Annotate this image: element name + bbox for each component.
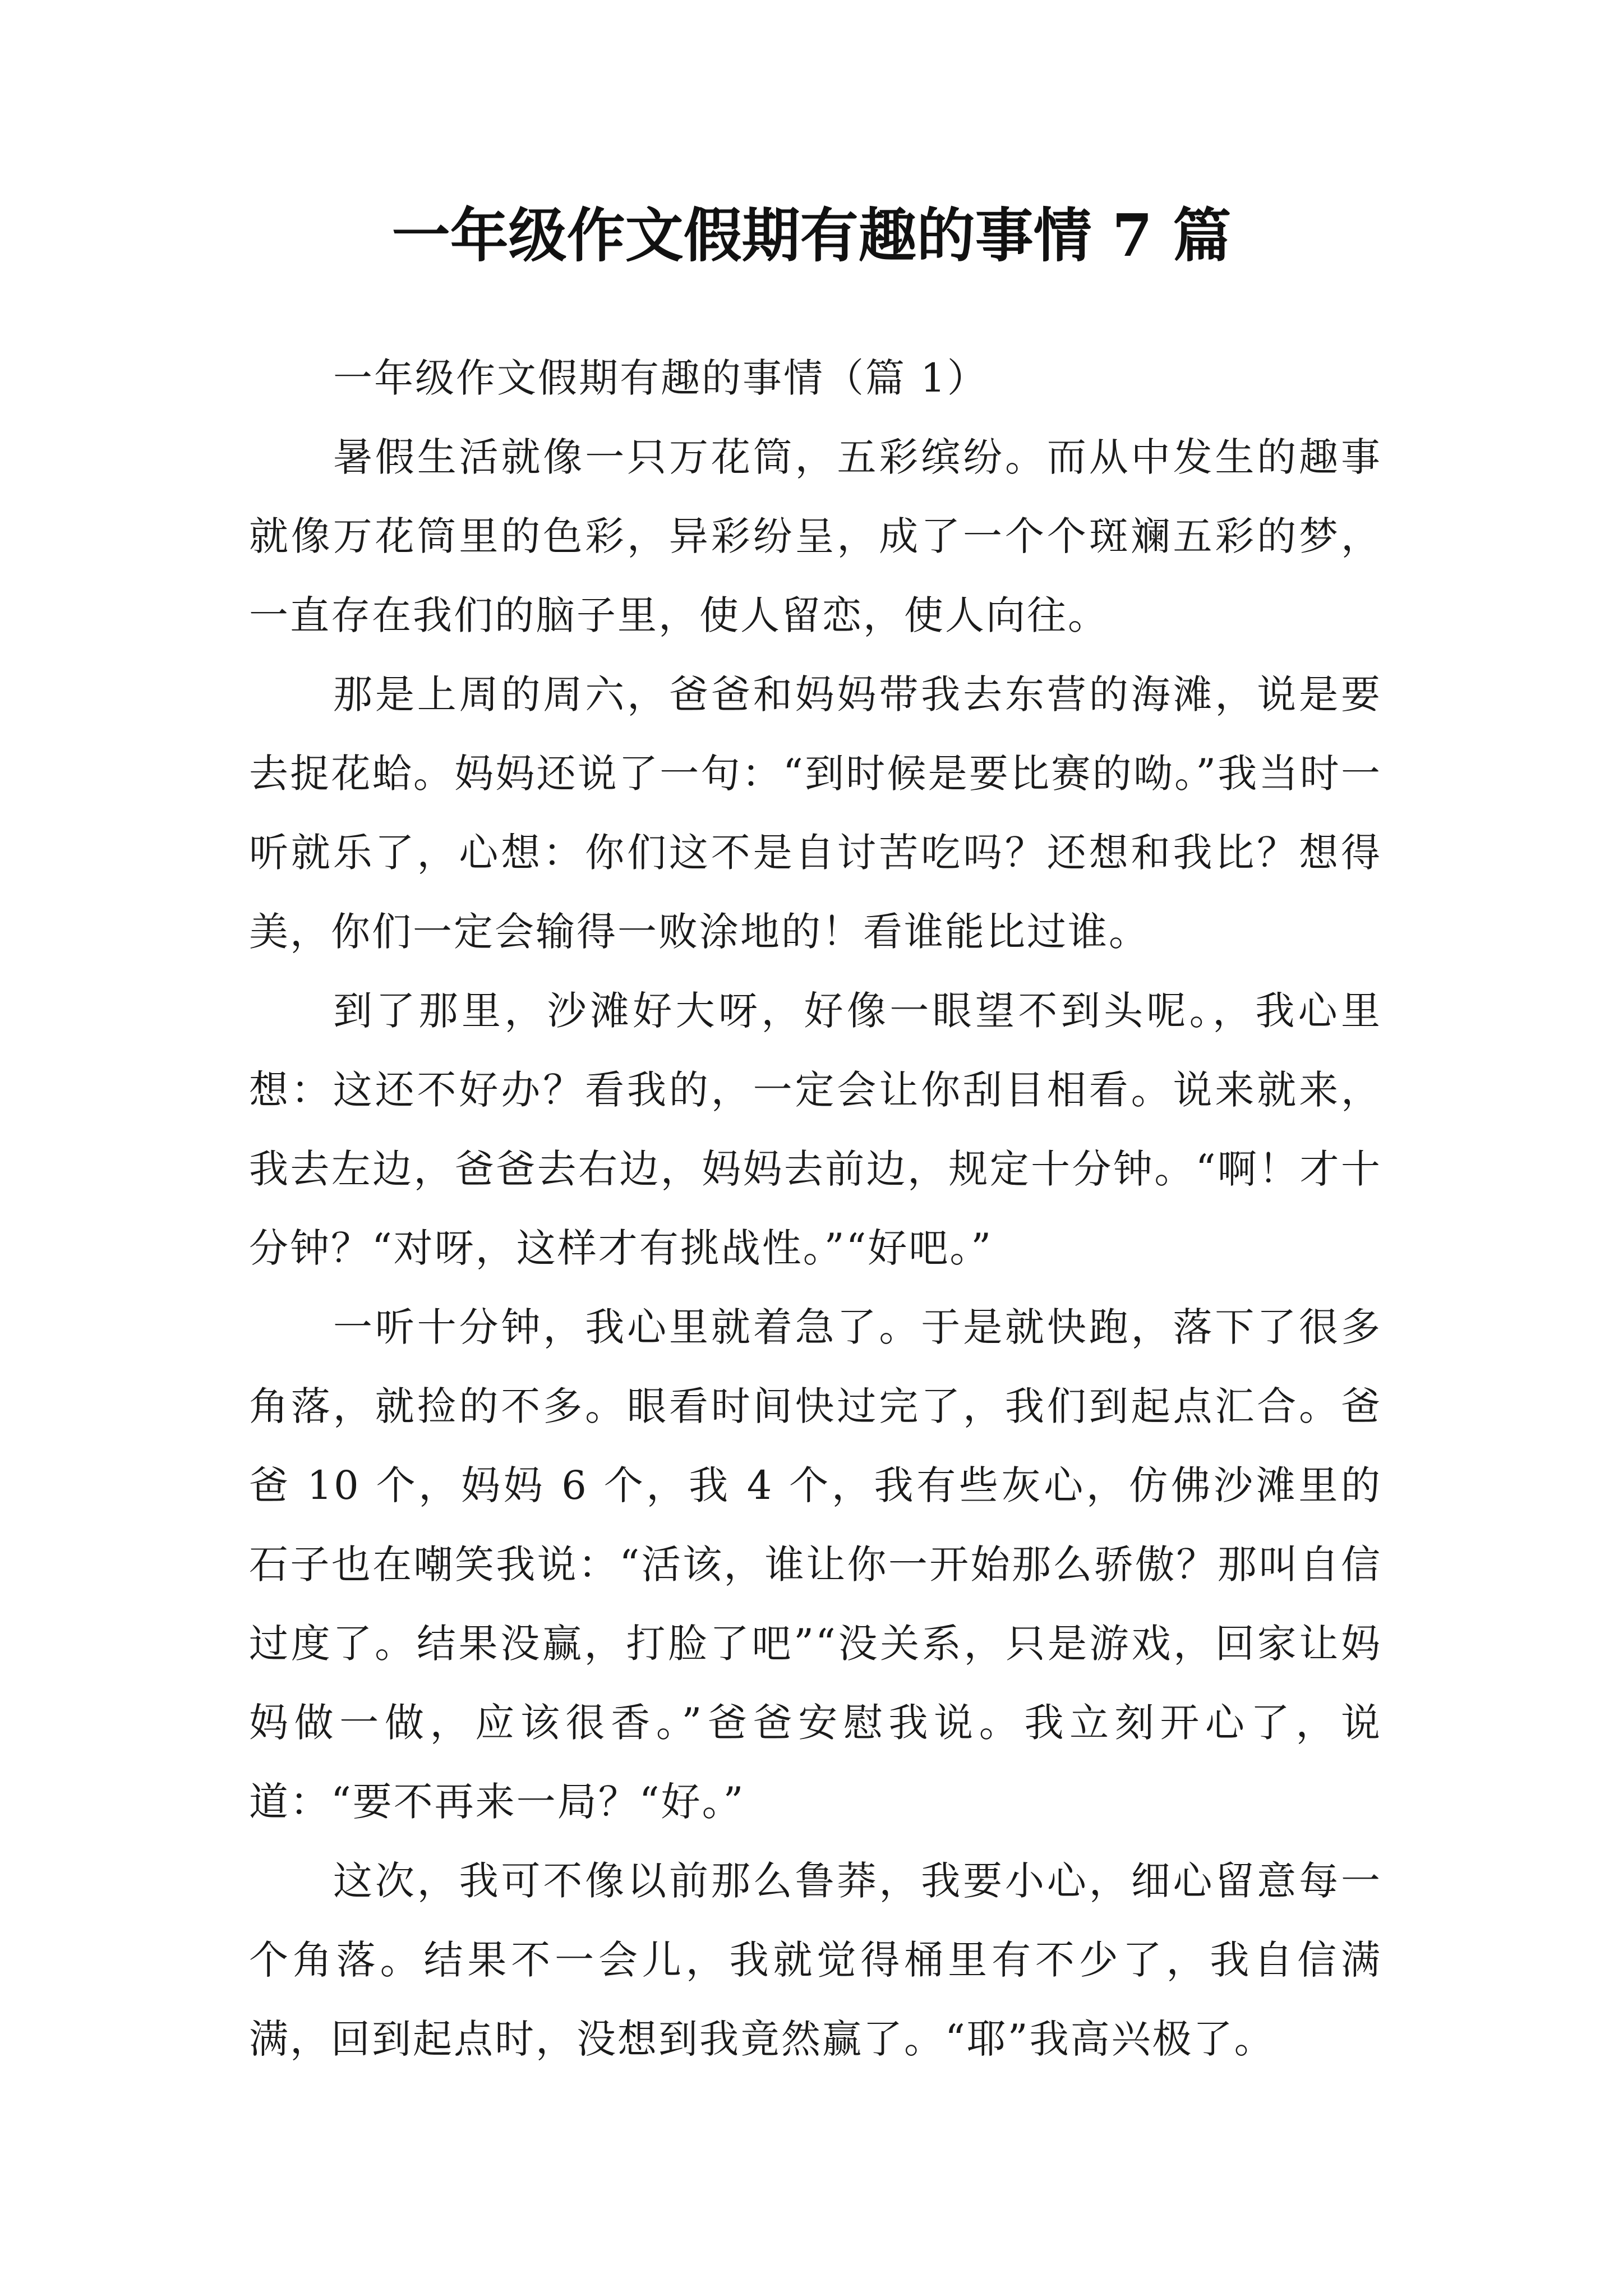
paragraph: 一听十分钟，我心里就着急了。于是就快跑，落下了很多角落，就捡的不多。眼看时间快过完了，我们到起点汇合。爸爸 10 个，妈妈 6 个，我 4 个，我有些灰心，仿佛沙滩里的石子也在嘲笑我说：“活该，谁让你一开始那么骄傲？那叫自信过度了。结果没赢，打脸了吧”“没关系，只是游戏，回家让妈妈做一做，应该很香。”爸爸安慰我说。我立刻开心了，说道：“要不再来一局？“好。” — [249, 1304, 1382, 1825]
paragraph: 那是上周的周六，爸爸和妈妈带我去东营的海滩，说是要去捉花蛤。妈妈还说了一句：“到时候是要比赛的呦。”我当时一听就乐了，心想：你们这不是自讨苦吃吗？还想和我比？想得美，你们一定会输得一败涂地的！看谁能比过谁。 — [249, 671, 1382, 955]
paragraph: 暑假生活就像一只万花筒，五彩缤纷。而从中发生的趣事就像万花筒里的色彩，异彩纷呈，成了一个个斑斓五彩的梦，一直存在我们的脑子里，使人留恋，使人向往。 — [249, 434, 1382, 638]
document-title: 一年级作文假期有趣的事情 7 篇 — [391, 201, 1232, 270]
paragraph: 这次，我可不像以前那么鲁莽，我要小心，细心留意每一个角落。结果不一会儿，我就觉得桶里有不少了，我自信满满，回到起点时，没想到我竟然赢了。“耶”我高兴极了。 — [249, 1858, 1382, 2062]
paragraph: 到了那里，沙滩好大呀，好像一眼望不到头呢。，我心里想：这还不好办？看我的，一定会让你刮目相看。说来就来，我去左边，爸爸去右边，妈妈去前边，规定十分钟。“啊！才十分钟？“对呀，这样才有挑战性。”“好吧。” — [249, 988, 1382, 1271]
section-heading: 一年级作文假期有趣的事情（篇 1） — [333, 355, 988, 401]
document-body — [249, 339, 1382, 2079]
